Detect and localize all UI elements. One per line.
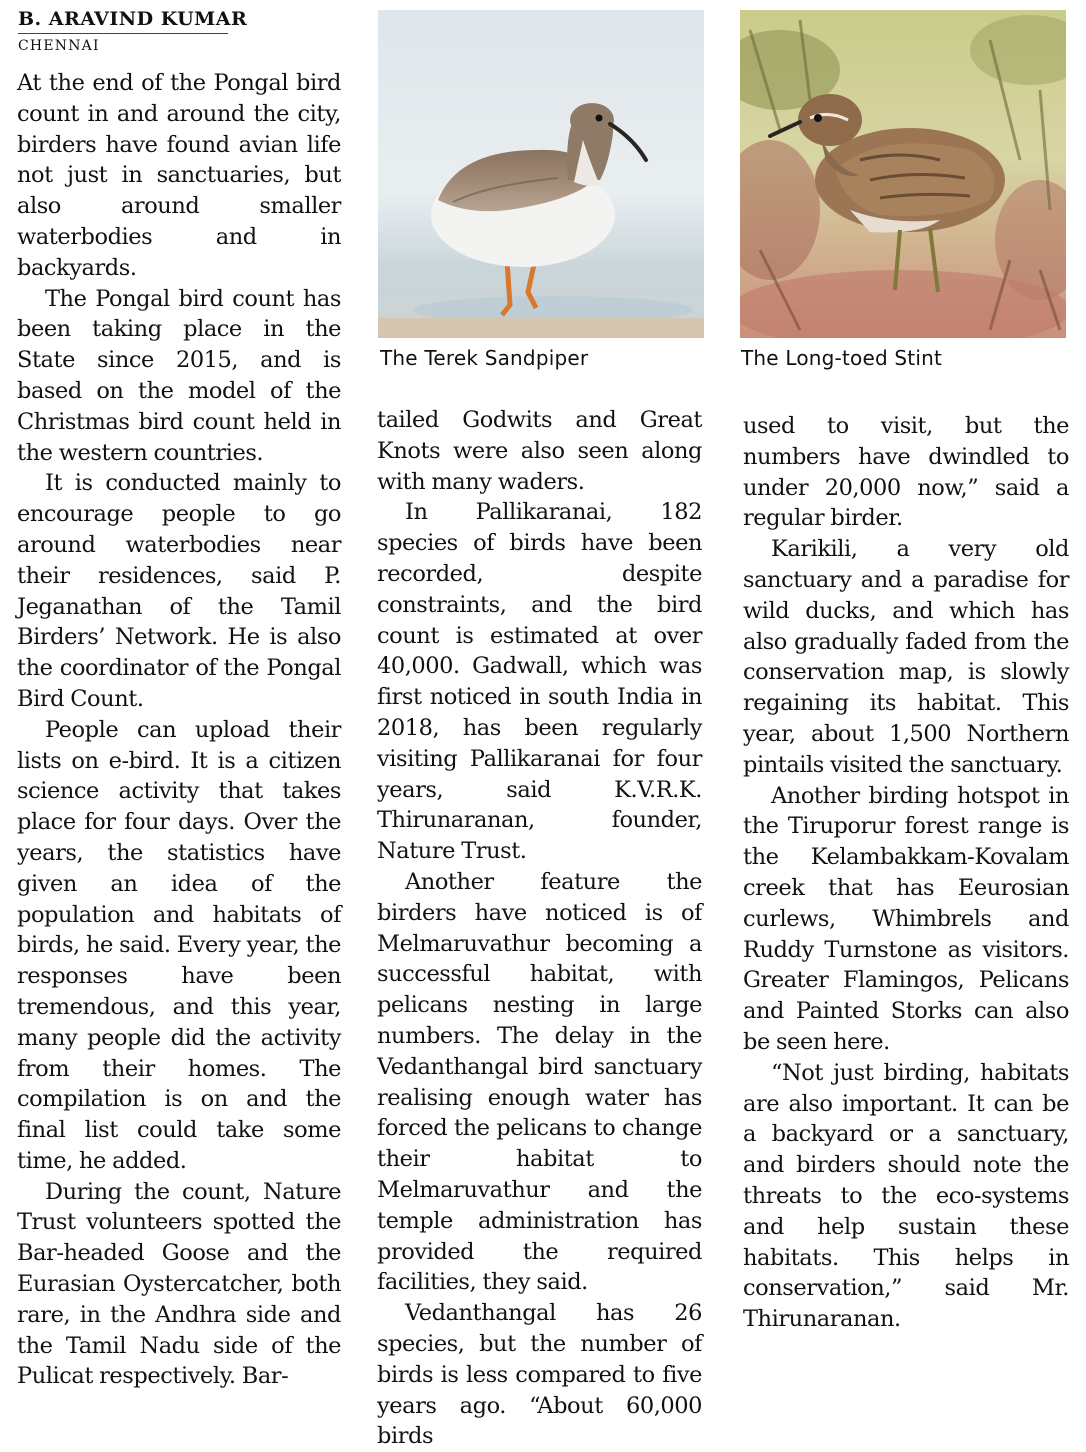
stint-illustration	[740, 10, 1066, 338]
paragraph: Another birding hotspot in the Tiruporur forest range is the Kelambakkam-Kovalam creek that has Eeurosian curlews, Whimbrels and Ruddy Turnstone as visitors. Greater Flamingos, Pelicans and Painted Storks can also be seen here.	[743, 782, 1069, 1055]
paragraph: Karikili, a very old sanctuary and a paradise for wild ducks, and which has also gradually faded from the conservation map, is slowly regaining its habitat. This year, about 1,500 Northern pintails visited the sanctuary.	[743, 536, 1069, 778]
paragraph: “Not just birding, habitats are also important. It can be a backyard or a sanctuary, and birders should note the threats to the eco-systems and help sustain these habitats. This helps in conservation,” said Mr. Thirunaranan.	[743, 1059, 1069, 1333]
sandpiper-illustration	[378, 10, 704, 338]
dateline: CHENNAI	[18, 38, 100, 54]
article-column-3	[743, 411, 1069, 1335]
byline-rule	[18, 33, 228, 34]
author-name: B. ARAVIND KUMAR	[18, 8, 248, 30]
photo-caption-terek-sandpiper: The Terek Sandpiper	[380, 346, 589, 370]
long-toed-stint-photo	[740, 10, 1066, 338]
article-column-2	[377, 405, 702, 1452]
paragraph: Vedanthangal has 26 species, but the number of birds is less compared to five years ago. “About 60,000 birds	[377, 1300, 702, 1450]
paragraph: At the end of the Pongal bird count in and around the city, birders have found avian life not just in sanctuaries, but also around smaller waterbodies and in backyards.	[17, 70, 341, 281]
paragraph: The Pongal bird count has been taking place in the State since 2015, and is based on the model of the Christmas bird count held in the western countries.	[17, 285, 341, 466]
paragraph: People can upload their lists on e-bird. It is a citizen science activity that takes place for four days. Over the years, the statistics have given an idea of the population and habitats of birds, he said. Every year, the responses have been tremendous, and this year, many people did the activity from their homes. The compilation is on and the final list could take some time, he added.	[17, 716, 341, 1174]
article-column-1	[17, 68, 341, 1392]
photo-caption-long-toed-stint: The Long-toed Stint	[741, 346, 943, 370]
paragraph: It is conducted mainly to encourage people to go around waterbodies near their residences, said P. Jeganathan of the Tamil Birders’ Network. He is also the coordinator of the Pongal Bird Count.	[17, 470, 341, 712]
byline	[18, 8, 348, 55]
paragraph: In Pallikaranai, 182 species of birds have been recorded, despite constraints, and the bird count is estimated at over 40,000. Gadwall, which was first noticed in south India in 2018, has been regularly visiting Pallikaranai for four years, said K.V.R.K. Thirunaranan, founder, Nature Trust.	[377, 499, 702, 865]
paragraph: tailed Godwits and Great Knots were also seen along with many waders.	[377, 407, 702, 495]
paragraph: During the count, Nature Trust volunteers spotted the Bar-headed Goose and the Eurasian Oystercatcher, both rare, in the Andhra side and the Tamil Nadu side of the Pulicat respectively. Bar-	[17, 1178, 341, 1390]
paragraph: used to visit, but the numbers have dwindled to under 20,000 now,” said a regular birder.	[743, 413, 1069, 532]
paragraph: Another feature the birders have noticed is of Melmaruvathur becoming a successful habitat, with pelicans nesting in large numbers. The delay in the Vedanthangal bird sanctuary realising enough water has forced the pelicans to change their habitat to Melmaruvathur and the temple administration has provided the required facilities, they said.	[377, 868, 702, 1296]
terek-sandpiper-photo	[378, 10, 704, 338]
